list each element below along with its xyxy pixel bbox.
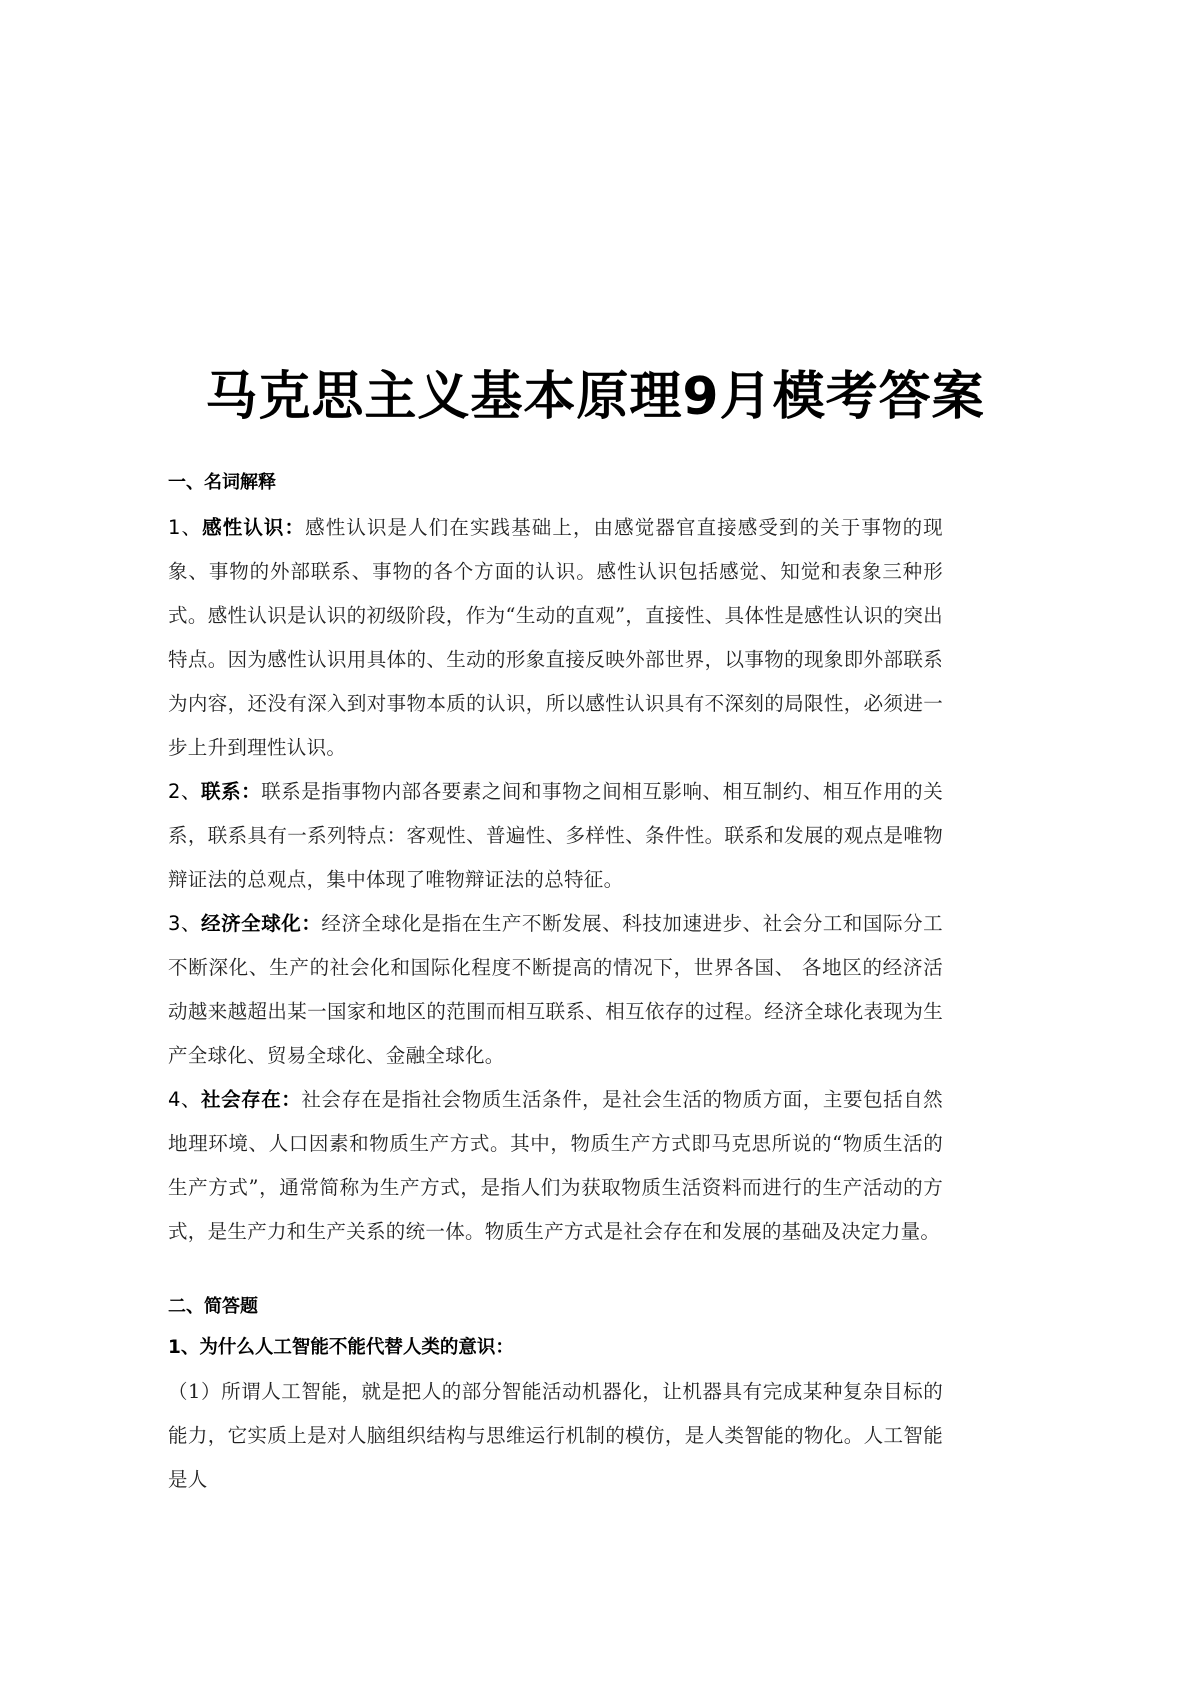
section-short-answer [168, 1294, 943, 1502]
term-number: 3、 [168, 912, 202, 935]
term-definition: 社会存在是指社会物质生活条件，是社会生活的物质方面，主要包括自然地理环境、人口因素和物质生产方式。其中，物质生产方式即马克思所说的“物质生活的生产方式”，通常简称为生产方式，是指人们为获取物质生活资料而进行的生产活动的方式，是生产力和生产关系的统一体。物质生产方式是社会存在和发展的基础及决定力量。 [168, 1088, 943, 1243]
section-terms [168, 470, 943, 1254]
term-number: 1、 [168, 516, 203, 539]
term-number: 2、 [168, 780, 202, 803]
term-number: 4、 [168, 1088, 202, 1111]
section-spacer [168, 1254, 943, 1294]
term-name: 经济全球化： [201, 912, 322, 935]
question-title: 1、为什么人工智能不能代替人类的意识： [168, 1337, 514, 1358]
section-heading: 二、简答题 [168, 1296, 258, 1317]
document-body [168, 470, 943, 1502]
term-entry [168, 1078, 943, 1254]
term-definition: 感性认识是人们在实践基础上，由感觉器官直接感受到的关于事物的现象、事物的外部联系、事物的各个方面的认识。感性认识包括感觉、知觉和表象三种形式。感性认识是认识的初级阶段，作为“生动的直观”，直接性、具体性是感性认识的突出特点。因为感性认识用具体的、生动的形象直接反映外部世界，以事物的现象即外部联系为内容，还没有深入到对事物本质的认识，所以感性认识具有不深刻的局限性，必须进一步上升到理性认识。 [168, 516, 943, 759]
term-name: 社会存在： [201, 1088, 302, 1111]
term-name: 感性认识： [202, 516, 306, 539]
section-heading: 一、名词解释 [168, 472, 276, 493]
term-definition: 联系是指事物内部各要素之间和事物之间相互影响、相互制约、相互作用的关系，联系具有一系列特点：客观性、普遍性、多样性、条件性。联系和发展的观点是唯物辩证法的总观点，集中体现了唯物辩证法的总特征。 [168, 780, 943, 891]
term-entry [168, 770, 943, 902]
answer-paragraph: （1）所谓人工智能，就是把人的部分智能活动机器化，让机器具有完成某种复杂目标的能力，它实质上是对人脑组织结构与思维运行机制的模仿，是人类智能的物化。人工智能是人 [168, 1380, 943, 1491]
document-title: 马克思主义基本原理9月模考答案 [205, 367, 985, 427]
term-entry [168, 902, 943, 1078]
term-entry [168, 506, 943, 770]
term-name: 联系： [201, 780, 262, 803]
term-definition: 经济全球化是指在生产不断发展、科技加速进步、社会分工和国际分工不断深化、生产的社会化和国际化程度不断提高的情况下，世界各国、 各地区的经济活动越来越超出某一国家和地区的范围而相互联系、相互依存的过程。经济全球化表现为生产全球化、贸易全球化、金融全球化。 [168, 912, 943, 1067]
